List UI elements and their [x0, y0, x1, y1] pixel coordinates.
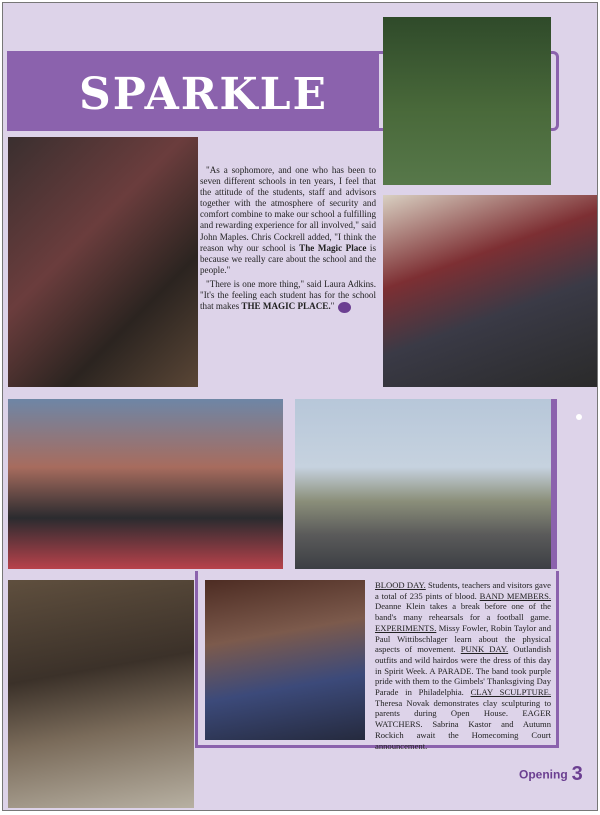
- school-logo-icon: [338, 302, 351, 313]
- photo-captions: [375, 580, 551, 751]
- caption-text: Outlandish outfits and wild hairdos were the dress of this day in Spirit Week.: [375, 644, 551, 676]
- quote-text-part: ": [330, 301, 335, 312]
- caption-text: Students, teachers and visitors gave a total of 235 pints of blood.: [375, 580, 551, 601]
- page-footer: [519, 763, 583, 786]
- caption-head: BLOOD DAY.: [375, 580, 426, 590]
- caption-text: The band took purple pride with them to the Gimbels' Thanksgiving Day Parade in Philadelphia.: [375, 665, 551, 698]
- caption-text: Deanne Klein takes a break before one of the band's many rehearsals for a football game.: [375, 601, 551, 623]
- caption-head: EAGER WATCHERS.: [375, 708, 551, 730]
- caption-head: A PARADE.: [429, 665, 474, 676]
- section-label: Opening: [519, 767, 568, 782]
- page-number: 3: [571, 763, 583, 785]
- quote-paragraph: [200, 279, 376, 313]
- caption-text: Sabrina Kastor and Autumn Rockich await the Homecoming Court announcement.: [375, 719, 551, 751]
- quote-text-part: "As a sophomore, and one who has been to seven different schools in ten years, I feel that the attitude of the students, staff and advisors together with the atmosphere of security and comfort combine to make our school a fulfilling and rewarding experience for all involved," said John Maples. Chris Cockrell added, "I think the reason why our school is: [200, 165, 376, 253]
- caption-head: EXPERIMENTS.: [375, 622, 437, 633]
- decorative-dot: [576, 414, 582, 420]
- photo-blood-day: [8, 137, 198, 387]
- caption-head: CLAY SCULPTURE.: [470, 687, 551, 698]
- photo-parade: [295, 399, 551, 569]
- quote-text-part: "There is one more thing," said Laura Adkins. "It's the feeling each student has for the school that makes: [200, 278, 376, 312]
- quote-paragraph: [200, 165, 376, 276]
- page-title: SPARKLE: [79, 69, 329, 120]
- photo-band-member: [383, 17, 551, 185]
- quote-text: [200, 165, 376, 316]
- quote-emphasis: THE MAGIC PLACE.: [241, 301, 331, 312]
- photo-experiments: [383, 195, 597, 387]
- caption-text: Theresa Novak demonstrates clay sculpturing to parents during Open House.: [375, 697, 551, 719]
- quote-emphasis: The Magic Place: [299, 242, 367, 253]
- caption-text: Missy Fowler, Robin Taylor and Paul Wittibschlager learn about the physical aspects of movement.: [375, 622, 551, 655]
- yearbook-page: [2, 2, 598, 811]
- quote-text-part: is because we really care about the school and the people.": [200, 242, 377, 275]
- photo-eager-watchers: [205, 580, 365, 740]
- photo-punk-day: [8, 399, 283, 569]
- photo-clay-sculpture: [8, 580, 194, 808]
- caption-head: PUNK DAY.: [460, 644, 509, 655]
- frame-accent: [551, 399, 557, 569]
- caption-head: BAND MEMBERS.: [479, 590, 552, 601]
